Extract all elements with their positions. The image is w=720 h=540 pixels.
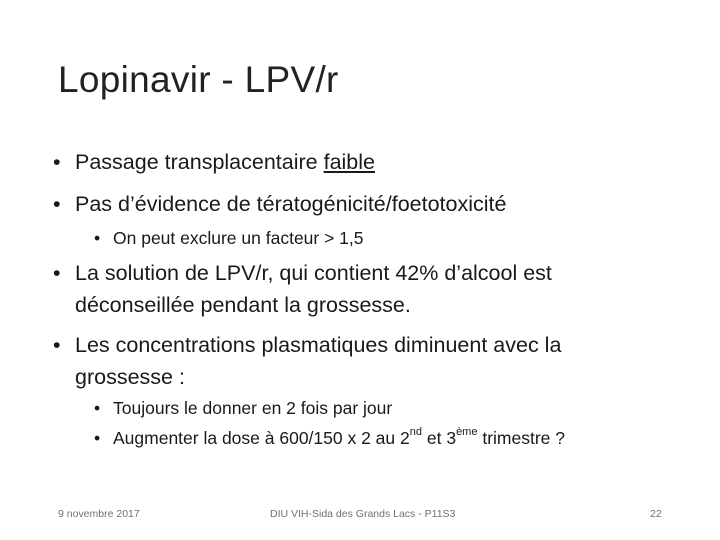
slide-title: Lopinavir - LPV/r xyxy=(58,59,339,100)
bullet-text: On peut exclure un facteur > 1,5 xyxy=(113,228,364,248)
superscript-nd: nd xyxy=(409,426,422,439)
bullet-dot-icon: • xyxy=(53,150,61,174)
underlined-word: faible xyxy=(323,150,375,174)
bullet-evidence xyxy=(53,188,507,220)
bullet-text-line2: grossesse : xyxy=(75,365,185,389)
bullet-text-line1: La solution de LPV/r, qui contient 42% d’alcool est xyxy=(75,261,552,285)
bullet-text: Toujours le donner en 2 fois par jour xyxy=(113,398,393,418)
superscript-eme: ème xyxy=(456,426,478,439)
bullet-text: Pas d’évidence de tératogénicité/foetotoxicité xyxy=(75,192,507,216)
bullet-text-part2: et 3 xyxy=(422,428,457,448)
bullet-concentrations xyxy=(53,329,562,393)
footer-page-number: 22 xyxy=(650,508,662,520)
subbullet-toujours xyxy=(94,394,393,422)
bullet-solution xyxy=(53,257,552,321)
bullet-text-part3: trimestre ? xyxy=(477,428,565,448)
bullet-dot-icon: • xyxy=(94,228,101,248)
subbullet-augmenter xyxy=(94,424,565,452)
footer-date: 9 novembre 2017 xyxy=(58,508,140,520)
bullet-text-part1: Augmenter la dose à 600/150 x 2 au 2 xyxy=(113,428,410,448)
bullet-dot-icon: • xyxy=(94,398,101,418)
bullet-text: Passage transplacentaire xyxy=(75,150,324,174)
footer-center-text: DIU VIH-Sida des Grands Lacs - P11S3 xyxy=(270,508,456,520)
bullet-text-line2: déconseillée pendant la grossesse. xyxy=(75,293,411,317)
bullet-text-line1: Les concentrations plasmatiques diminuent avec la xyxy=(75,333,562,357)
bullet-dot-icon: • xyxy=(53,333,61,357)
subbullet-facteur xyxy=(94,224,364,252)
bullet-dot-icon: • xyxy=(53,261,61,285)
bullet-dot-icon: • xyxy=(94,428,101,448)
bullet-dot-icon: • xyxy=(53,192,61,216)
bullet-passage xyxy=(53,146,375,178)
